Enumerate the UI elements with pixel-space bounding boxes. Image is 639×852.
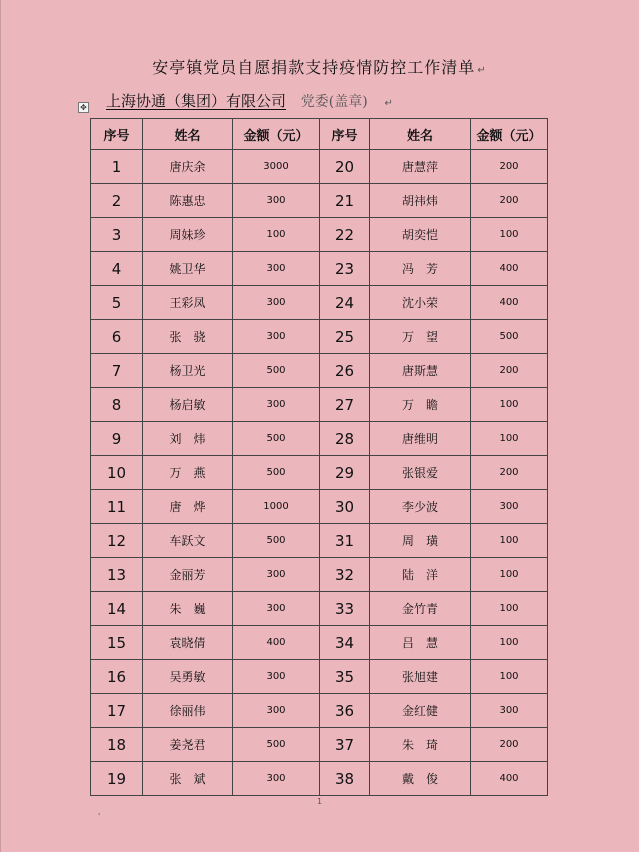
- seq-cell: 36: [320, 694, 370, 728]
- amount-cell: 300: [233, 558, 320, 592]
- header-seq-right: 序号: [320, 119, 370, 150]
- seq-cell: 15: [91, 626, 143, 660]
- seq-cell: 34: [320, 626, 370, 660]
- name-cell: 万 燕: [143, 456, 233, 490]
- name-cell: 周妹珍: [143, 218, 233, 252]
- company-name: 上海协通（集团）有限公司: [106, 92, 287, 110]
- seq-cell: 19: [91, 762, 143, 796]
- name-cell: 唐维明: [370, 422, 471, 456]
- table-row: [91, 762, 548, 796]
- header-name-left: 姓名: [143, 119, 233, 150]
- amount-cell: 300: [233, 660, 320, 694]
- table-row: [91, 558, 548, 592]
- table-row: [91, 422, 548, 456]
- seq-cell: 31: [320, 524, 370, 558]
- amount-cell: 100: [471, 592, 548, 626]
- seq-cell: 9: [91, 422, 143, 456]
- amount-cell: 300: [233, 252, 320, 286]
- page-left-edge: [0, 0, 1, 852]
- table-row: [91, 728, 548, 762]
- table-row: [91, 286, 548, 320]
- name-cell: 万 望: [370, 320, 471, 354]
- name-cell: 戴 俊: [370, 762, 471, 796]
- name-cell: 胡祎炜: [370, 184, 471, 218]
- name-cell: 唐庆余: [143, 150, 233, 184]
- header-seq-left: 序号: [91, 119, 143, 150]
- table-row: [91, 524, 548, 558]
- table-move-handle-icon[interactable]: ✥: [78, 102, 89, 113]
- amount-cell: 500: [233, 524, 320, 558]
- seq-cell: 23: [320, 252, 370, 286]
- name-cell: 车跃文: [143, 524, 233, 558]
- page-number: 1: [316, 797, 323, 806]
- name-cell: 李少波: [370, 490, 471, 524]
- name-cell: 周 璜: [370, 524, 471, 558]
- amount-cell: 400: [471, 286, 548, 320]
- name-cell: 袁晓倩: [143, 626, 233, 660]
- header-name-right: 姓名: [370, 119, 471, 150]
- table-row: [91, 694, 548, 728]
- amount-cell: 400: [233, 626, 320, 660]
- table-body: [91, 150, 548, 796]
- name-cell: 胡奕恺: [370, 218, 471, 252]
- name-cell: 陆 洋: [370, 558, 471, 592]
- name-cell: 张旭建: [370, 660, 471, 694]
- seq-cell: 11: [91, 490, 143, 524]
- seq-cell: 4: [91, 252, 143, 286]
- amount-cell: 300: [233, 286, 320, 320]
- amount-cell: 500: [233, 422, 320, 456]
- amount-cell: 100: [471, 218, 548, 252]
- name-cell: 金丽芳: [143, 558, 233, 592]
- seq-cell: 30: [320, 490, 370, 524]
- amount-cell: 500: [233, 728, 320, 762]
- amount-cell: 200: [471, 456, 548, 490]
- name-cell: 沈小荣: [370, 286, 471, 320]
- donation-table: [90, 118, 548, 796]
- amount-cell: 100: [471, 558, 548, 592]
- amount-cell: 100: [471, 524, 548, 558]
- table-row: [91, 218, 548, 252]
- seq-cell: 22: [320, 218, 370, 252]
- name-cell: 冯 芳: [370, 252, 471, 286]
- name-cell: 姜尧君: [143, 728, 233, 762]
- name-cell: 陈惠忠: [143, 184, 233, 218]
- seq-cell: 17: [91, 694, 143, 728]
- amount-cell: 400: [471, 252, 548, 286]
- name-cell: 金红健: [370, 694, 471, 728]
- table-row: [91, 490, 548, 524]
- amount-cell: 300: [233, 592, 320, 626]
- title-text: 安亭镇党员自愿捐款支持疫情防控工作清单: [152, 58, 476, 77]
- amount-cell: 300: [233, 694, 320, 728]
- amount-cell: 500: [233, 354, 320, 388]
- seq-cell: 8: [91, 388, 143, 422]
- amount-cell: 200: [471, 184, 548, 218]
- name-cell: 姚卫华: [143, 252, 233, 286]
- seq-cell: 10: [91, 456, 143, 490]
- cell-mark: ': [98, 812, 101, 821]
- table-row: [91, 660, 548, 694]
- seq-cell: 3: [91, 218, 143, 252]
- name-cell: 杨启敏: [143, 388, 233, 422]
- name-cell: 张 斌: [143, 762, 233, 796]
- document-subtitle: [106, 90, 393, 111]
- amount-cell: 400: [471, 762, 548, 796]
- name-cell: 唐慧萍: [370, 150, 471, 184]
- amount-cell: 300: [233, 320, 320, 354]
- seq-cell: 18: [91, 728, 143, 762]
- seq-cell: 37: [320, 728, 370, 762]
- seq-cell: 13: [91, 558, 143, 592]
- name-cell: 徐丽伟: [143, 694, 233, 728]
- name-cell: 王彩凤: [143, 286, 233, 320]
- seq-cell: 35: [320, 660, 370, 694]
- table-row: [91, 592, 548, 626]
- amount-cell: 500: [233, 456, 320, 490]
- seq-cell: 25: [320, 320, 370, 354]
- name-cell: 金竹青: [370, 592, 471, 626]
- seq-cell: 1: [91, 150, 143, 184]
- table-header-row: [91, 119, 548, 150]
- seq-cell: 26: [320, 354, 370, 388]
- table-row: [91, 320, 548, 354]
- amount-cell: 100: [471, 626, 548, 660]
- seq-cell: 7: [91, 354, 143, 388]
- seq-cell: 28: [320, 422, 370, 456]
- table-row: [91, 252, 548, 286]
- amount-cell: 100: [471, 422, 548, 456]
- name-cell: 吴勇敏: [143, 660, 233, 694]
- seq-cell: 16: [91, 660, 143, 694]
- name-cell: 吕 慧: [370, 626, 471, 660]
- amount-cell: 200: [471, 728, 548, 762]
- amount-cell: 300: [233, 184, 320, 218]
- name-cell: 张 骁: [143, 320, 233, 354]
- table-row: [91, 626, 548, 660]
- seq-cell: 32: [320, 558, 370, 592]
- paragraph-mark: ↵: [477, 65, 487, 76]
- seq-cell: 14: [91, 592, 143, 626]
- table-row: [91, 184, 548, 218]
- seq-cell: 38: [320, 762, 370, 796]
- seq-cell: 20: [320, 150, 370, 184]
- seq-cell: 24: [320, 286, 370, 320]
- amount-cell: 300: [233, 762, 320, 796]
- seq-cell: 5: [91, 286, 143, 320]
- amount-cell: 1000: [233, 490, 320, 524]
- seq-cell: 29: [320, 456, 370, 490]
- seq-cell: 21: [320, 184, 370, 218]
- name-cell: 刘 炜: [143, 422, 233, 456]
- document-title: [0, 55, 639, 78]
- name-cell: 张银爱: [370, 456, 471, 490]
- name-cell: 朱 琦: [370, 728, 471, 762]
- amount-cell: 300: [471, 490, 548, 524]
- amount-cell: 200: [471, 354, 548, 388]
- table-row: [91, 456, 548, 490]
- party-committee-stamp: 党委(盖章): [300, 94, 368, 110]
- name-cell: 朱 巍: [143, 592, 233, 626]
- seq-cell: 27: [320, 388, 370, 422]
- name-cell: 唐 烨: [143, 490, 233, 524]
- amount-cell: 3000: [233, 150, 320, 184]
- amount-cell: 100: [471, 388, 548, 422]
- table-row: [91, 388, 548, 422]
- name-cell: 万 瞻: [370, 388, 471, 422]
- amount-cell: 100: [233, 218, 320, 252]
- name-cell: 唐斯慧: [370, 354, 471, 388]
- seq-cell: 2: [91, 184, 143, 218]
- header-amount-right: 金额（元）: [471, 119, 548, 150]
- paragraph-mark: ↵: [384, 98, 393, 109]
- amount-cell: 500: [471, 320, 548, 354]
- seq-cell: 12: [91, 524, 143, 558]
- name-cell: 杨卫光: [143, 354, 233, 388]
- amount-cell: 200: [471, 150, 548, 184]
- table-row: [91, 150, 548, 184]
- table-row: [91, 354, 548, 388]
- seq-cell: 33: [320, 592, 370, 626]
- amount-cell: 100: [471, 660, 548, 694]
- seq-cell: 6: [91, 320, 143, 354]
- amount-cell: 300: [233, 388, 320, 422]
- amount-cell: 300: [471, 694, 548, 728]
- header-amount-left: 金额（元）: [233, 119, 320, 150]
